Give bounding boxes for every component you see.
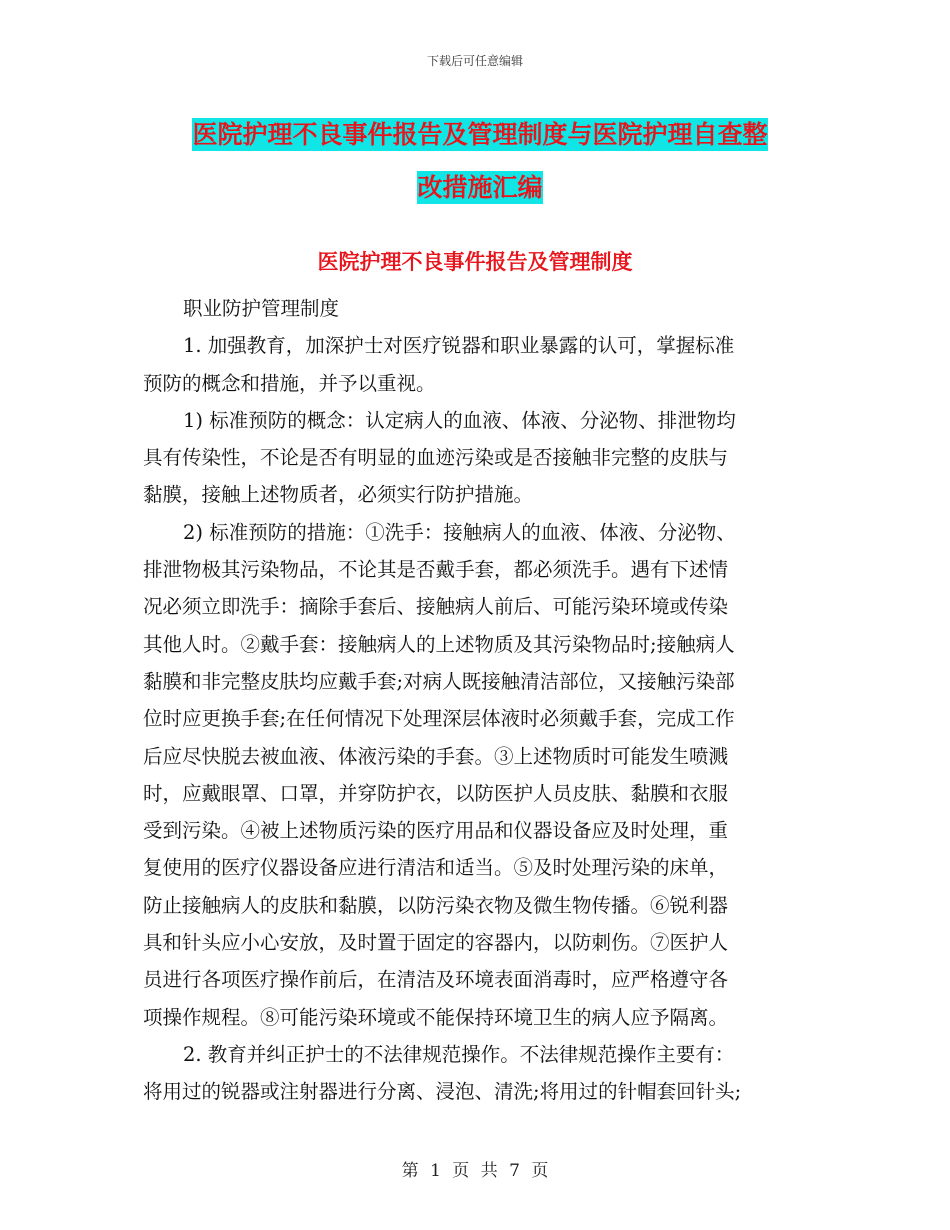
body-line: 时，应戴眼罩、口罩，并穿防护衣，以防医护人员皮肤、黏膜和衣服 [143, 781, 729, 805]
body-line: 况必须立即洗手：摘除手套后、接触病人前后、可能污染环境或传染 [143, 595, 729, 619]
body-line: 1. 加强教育，加深护士对医疗锐器和职业暴露的认可，掌握标准 [183, 334, 735, 358]
document-body [143, 290, 809, 1111]
body-line: 职业防护管理制度 [183, 297, 340, 320]
body-line: 具和针头应小心安放，及时置于固定的容器内，以防刺伤。⑦医护人 [143, 931, 729, 955]
body-line: 2. 教育并纠正护士的不法律规范操作。不法律规范操作主要有： [183, 1042, 735, 1066]
body-line: 具有传染性，不论是否有明显的血迹污染或是否接触非完整的皮肤与 [143, 446, 729, 470]
body-line: 将用过的锐器或注射器进行分离、浸泡、清洗;将用过的针帽套回针头; [143, 1080, 742, 1104]
body-line: 受到污染。④被上述物质污染的医疗用品和仪器设备应及时处理，重 [143, 819, 729, 843]
document-title [150, 108, 810, 214]
body-line: 位时应更换手套;在任何情况下处理深层体液时必须戴手套，完成工作 [143, 707, 735, 731]
body-line: 防止接触病人的皮肤和黏膜，以防污染衣物及微生物传播。⑥锐利器 [143, 893, 729, 917]
section-title: 医院护理不良事件报告及管理制度 [317, 249, 633, 274]
title-line-1: 医院护理不良事件报告及管理制度与医院护理自查整 [192, 120, 768, 149]
body-line: 排泄物极其污染物品，不论其是否戴手套，都必须洗手。遇有下述情 [143, 558, 729, 582]
body-line: 其他人时。②戴手套：接触病人的上述物质及其污染物品时;接触病人 [143, 632, 735, 656]
body-line: 项操作规程。⑧可能污染环境或不能保持环境卫生的病人应予隔离。 [143, 1005, 729, 1029]
page-header: 下载后可任意编辑 [426, 54, 523, 68]
body-line: 预防的概念和措施，并予以重视。 [143, 371, 436, 395]
body-line: 1) 标准预防的概念：认定病人的血液、体液、分泌物、排泄物均 [183, 408, 736, 432]
body-line: 后应尽快脱去被血液、体液污染的手套。③上述物质时可能发生喷溅 [143, 744, 729, 768]
page-footer: 第 1 页 共 7 页 [401, 1161, 549, 1181]
body-line: 黏膜，接触上述物质者，必须实行防护措施。 [143, 483, 534, 507]
body-line: 2) 标准预防的措施：①洗手：接触病人的血液、体液、分泌物、 [183, 520, 736, 544]
body-line: 复使用的医疗仪器设备应进行清洁和适当。⑤及时处理污染的床单， [143, 856, 729, 880]
body-line: 员进行各项医疗操作前后，在清洁及环境表面消毒时，应严格遵守各 [143, 968, 729, 992]
body-line: 黏膜和非完整皮肤均应戴手套;对病人既接触清洁部位，又接触污染部 [143, 669, 735, 693]
title-line-2: 改措施汇编 [417, 173, 543, 202]
